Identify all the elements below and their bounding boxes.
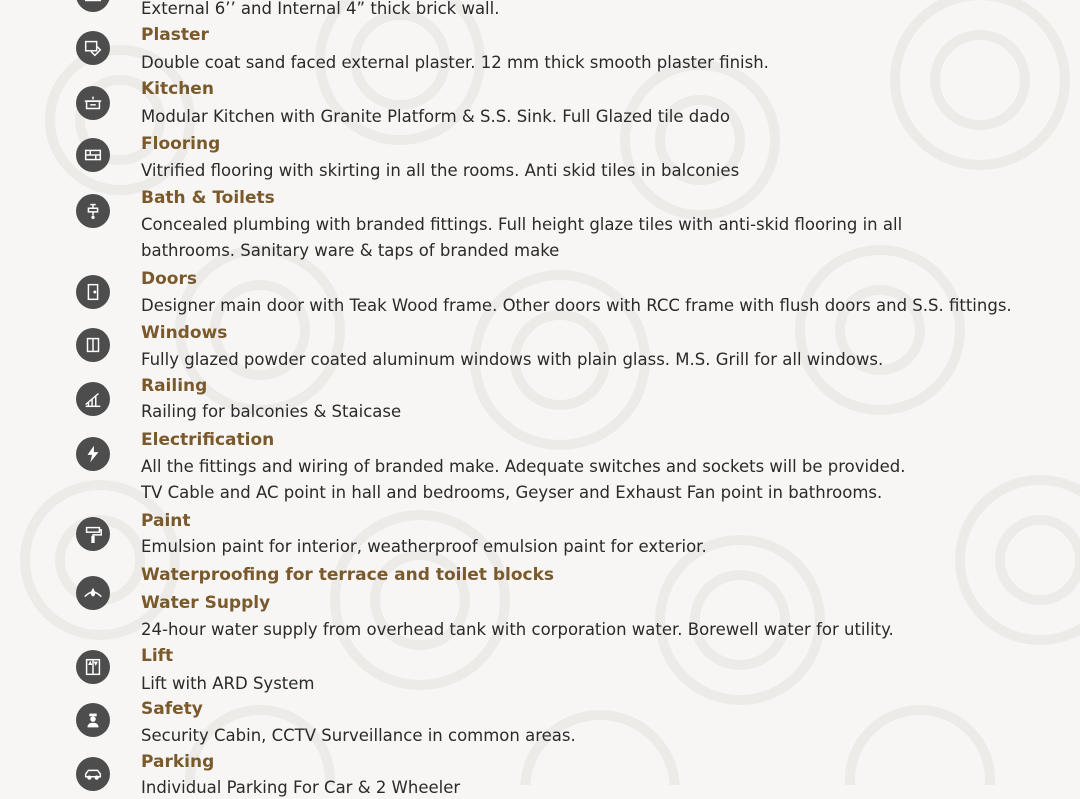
spec-paint-title: Paint — [141, 511, 191, 531]
wall-icon — [76, 0, 110, 12]
spec-kitchen-title: Kitchen — [141, 79, 214, 99]
spec-electrification-desc-2: TV Cable and AC point in hall and bedrooms, Geyser and Exhaust Fan point in bathrooms. — [141, 483, 883, 502]
spec-bath-title: Bath & Toilets — [141, 188, 275, 208]
paint-roller-icon — [76, 517, 110, 551]
spec-paint-desc-1: Emulsion paint for interior, weatherproof emulsion paint for exterior. — [141, 537, 707, 556]
railing-icon — [76, 382, 110, 416]
spec-safety-title: Safety — [141, 699, 203, 719]
spec-windows-title: Windows — [141, 323, 228, 343]
lift-icon — [76, 650, 110, 684]
spec-waterproofing-title: Waterproofing for terrace and toilet blocks — [141, 565, 555, 585]
spec-flooring-desc-1: Vitrified flooring with skirting in all the rooms. Anti skid tiles in balconies — [141, 161, 740, 180]
spec-railing-title: Railing — [141, 376, 208, 396]
window-icon — [76, 328, 110, 362]
flooring-icon — [76, 138, 110, 172]
spec-doors-title: Doors — [141, 269, 197, 289]
kitchen-icon — [76, 86, 110, 120]
spec-bath-desc-2: bathrooms. Sanitary ware & taps of branded make — [141, 241, 560, 260]
spec-bath-desc-1: Concealed plumbing with branded fittings. Full height glaze tiles with anti-skid flooring in all — [141, 215, 903, 234]
spec-railing-desc-1: Railing for balconies & Staicase — [141, 402, 402, 421]
spec-plaster-desc-1: Double coat sand faced external plaster. 12 mm thick smooth plaster finish. — [141, 53, 769, 72]
spec-electrification-desc-1: All the fittings and wiring of branded make. Adequate switches and sockets will be provided. — [141, 457, 906, 476]
spec-parking-desc-1: Individual Parking For Car & 2 Wheeler — [141, 778, 461, 797]
spec-windows-desc-1: Fully glazed powder coated aluminum windows with plain glass. M.S. Grill for all windows. — [141, 350, 884, 369]
spec-lift-desc-1: Lift with ARD System — [141, 674, 315, 693]
car-icon — [76, 757, 110, 791]
security-guard-icon — [76, 703, 110, 737]
tap-icon — [76, 194, 110, 228]
waterproofing-icon — [76, 576, 110, 610]
spec-safety-desc-1: Security Cabin, CCTV Surveillance in common areas. — [141, 726, 576, 745]
lightning-icon — [76, 437, 110, 471]
spec-doors-desc-1: Designer main door with Teak Wood frame. Other doors with RCC frame with flush doors and S.S. fittings. — [141, 296, 1012, 315]
spec-water-desc-1: 24-hour water supply from overhead tank with corporation water. Borewell water for utility. — [141, 620, 894, 639]
door-icon — [76, 275, 110, 309]
spec-water-title: Water Supply — [141, 593, 271, 613]
spec-plaster-title: Plaster — [141, 25, 209, 45]
spec-kitchen-desc-1: Modular Kitchen with Granite Platform & S.S. Sink. Full Glazed tile dado — [141, 107, 730, 126]
spec-walls-desc-1: External 6’’ and Internal 4” thick brick wall. — [141, 0, 500, 18]
plaster-icon — [76, 31, 110, 65]
spec-lift-title: Lift — [141, 646, 174, 666]
spec-electrification-title: Electrification — [141, 430, 275, 450]
spec-parking-title: Parking — [141, 752, 215, 772]
spec-flooring-title: Flooring — [141, 134, 221, 154]
